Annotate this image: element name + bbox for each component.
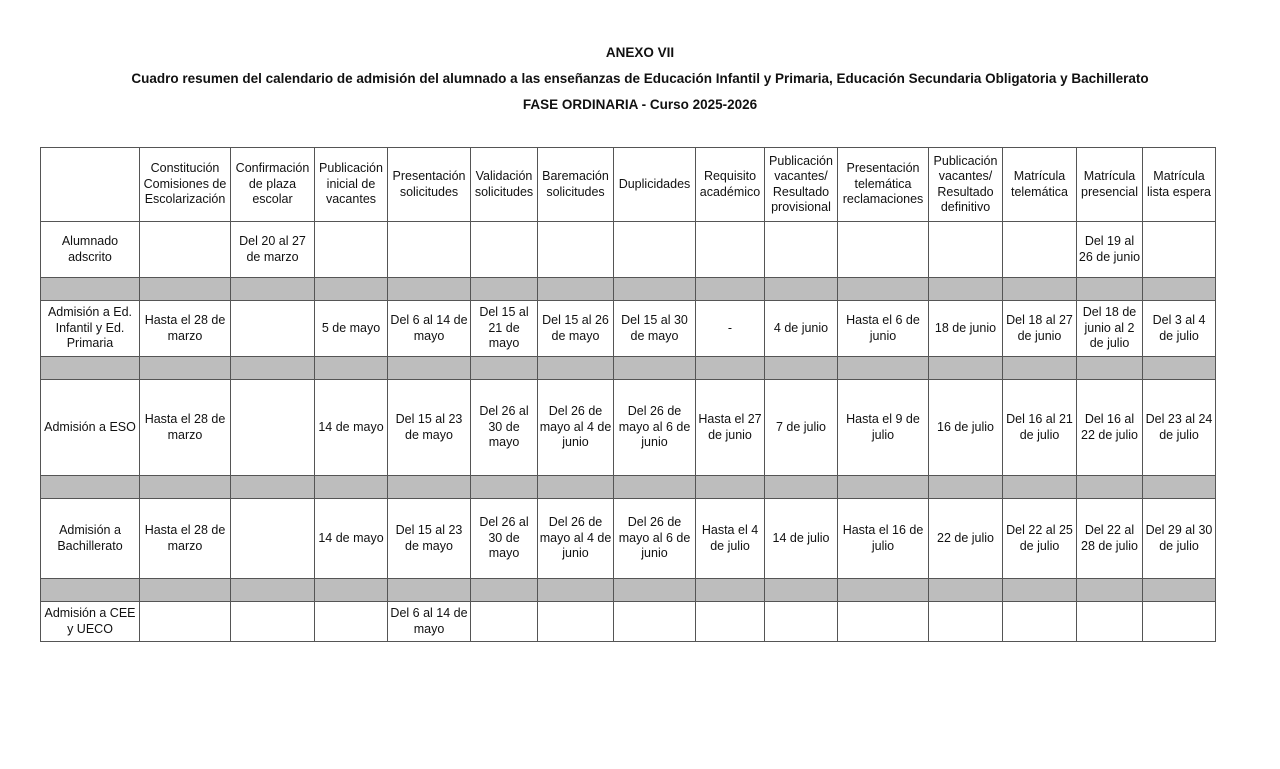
separator-cell	[140, 278, 231, 301]
table-cell: Del 6 al 14 de mayo	[388, 602, 471, 642]
separator-cell	[231, 357, 315, 380]
separator-cell	[388, 476, 471, 499]
separator-cell	[471, 579, 538, 602]
separator-cell	[538, 357, 614, 380]
separator-cell	[838, 357, 929, 380]
separator-cell	[471, 278, 538, 301]
table-cell: Hasta el 28 de marzo	[140, 380, 231, 476]
table-cell: Del 15 al 21 de mayo	[471, 301, 538, 357]
table-cell	[929, 602, 1003, 642]
table-cell: 14 de mayo	[315, 380, 388, 476]
table-cell: Hasta el 28 de marzo	[140, 499, 231, 579]
table-cell: Del 16 al 22 de julio	[1077, 380, 1143, 476]
separator-cell	[929, 357, 1003, 380]
table-row	[41, 499, 1216, 579]
separator-cell	[696, 579, 765, 602]
separator-cell	[838, 278, 929, 301]
separator-cell	[1143, 278, 1216, 301]
separator-cell	[614, 357, 696, 380]
row-label: Alumnado adscrito	[41, 222, 140, 278]
table-cell	[140, 222, 231, 278]
table-cell	[471, 222, 538, 278]
table-cell	[231, 499, 315, 579]
separator-cell	[765, 278, 838, 301]
separator-cell	[231, 278, 315, 301]
column-header: Publicación inicial de vacantes	[315, 148, 388, 222]
separator-cell	[231, 476, 315, 499]
table-cell	[1077, 602, 1143, 642]
separator-cell	[696, 278, 765, 301]
column-header: Matrícula telemática	[1003, 148, 1077, 222]
table-cell: Hasta el 27 de junio	[696, 380, 765, 476]
table-cell	[140, 602, 231, 642]
table-cell: Del 26 de mayo al 6 de junio	[614, 499, 696, 579]
document-header	[0, 40, 1280, 118]
admission-calendar-table	[40, 147, 1216, 642]
separator-cell	[1077, 579, 1143, 602]
separator-cell	[1003, 579, 1077, 602]
separator-cell	[41, 476, 140, 499]
separator-cell	[929, 579, 1003, 602]
separator-cell	[1003, 476, 1077, 499]
column-header: Presentación telemática reclamaciones	[838, 148, 929, 222]
table-cell: 4 de junio	[765, 301, 838, 357]
table-cell	[696, 222, 765, 278]
separator-cell	[696, 357, 765, 380]
row-label: Admisión a ESO	[41, 380, 140, 476]
separator-cell	[315, 278, 388, 301]
separator-cell	[315, 476, 388, 499]
separator-cell	[765, 579, 838, 602]
table-cell	[315, 222, 388, 278]
table-cell	[765, 602, 838, 642]
table-cell: Del 26 al 30 de mayo	[471, 499, 538, 579]
column-header: Confirmación de plaza escolar	[231, 148, 315, 222]
column-header	[41, 148, 140, 222]
table-cell: 14 de julio	[765, 499, 838, 579]
separator-cell	[765, 357, 838, 380]
table-cell	[614, 222, 696, 278]
column-header: Presentación solicitudes	[388, 148, 471, 222]
separator-cell	[1077, 278, 1143, 301]
separator-cell	[765, 476, 838, 499]
table-cell: Del 15 al 23 de mayo	[388, 380, 471, 476]
table-cell	[1143, 222, 1216, 278]
table-cell: Del 18 al 27 de junio	[1003, 301, 1077, 357]
column-header: Publicación vacantes/ Resultado definitivo	[929, 148, 1003, 222]
column-header: Constitución Comisiones de Escolarización	[140, 148, 231, 222]
table-cell: Del 26 de mayo al 4 de junio	[538, 499, 614, 579]
table-cell	[929, 222, 1003, 278]
header-row	[41, 148, 1216, 222]
column-header: Baremación solicitudes	[538, 148, 614, 222]
table-cell: Del 29 al 30 de julio	[1143, 499, 1216, 579]
separator-cell	[1143, 579, 1216, 602]
table-cell	[231, 380, 315, 476]
column-header: Matrícula presencial	[1077, 148, 1143, 222]
table-cell: Del 22 al 25 de julio	[1003, 499, 1077, 579]
column-header: Duplicidades	[614, 148, 696, 222]
separator-cell	[140, 476, 231, 499]
table-cell: Del 23 al 24 de julio	[1143, 380, 1216, 476]
table-cell	[231, 301, 315, 357]
table-cell: Hasta el 4 de julio	[696, 499, 765, 579]
table-cell: 16 de julio	[929, 380, 1003, 476]
row-label: Admisión a Bachillerato	[41, 499, 140, 579]
column-header: Matrícula lista espera	[1143, 148, 1216, 222]
separator-cell	[315, 579, 388, 602]
table-cell: -	[696, 301, 765, 357]
separator-cell	[41, 357, 140, 380]
separator-cell	[315, 357, 388, 380]
separator-cell	[231, 579, 315, 602]
table-cell: Hasta el 16 de julio	[838, 499, 929, 579]
table-cell: Del 15 al 26 de mayo	[538, 301, 614, 357]
table-cell: Del 15 al 30 de mayo	[614, 301, 696, 357]
phase-title: FASE ORDINARIA - Curso 2025-2026	[522, 97, 758, 112]
separator-cell	[1143, 476, 1216, 499]
table-cell	[696, 602, 765, 642]
separator-cell	[614, 579, 696, 602]
separator-cell	[538, 278, 614, 301]
table-cell	[838, 602, 929, 642]
table-cell: 7 de julio	[765, 380, 838, 476]
row-label: Admisión a Ed. Infantil y Ed. Primaria	[41, 301, 140, 357]
table-cell	[471, 602, 538, 642]
table-cell	[1003, 602, 1077, 642]
table-cell	[1003, 222, 1077, 278]
table-cell: Del 26 al 30 de mayo	[471, 380, 538, 476]
table-cell: Del 6 al 14 de mayo	[388, 301, 471, 357]
table-cell: 5 de mayo	[315, 301, 388, 357]
column-header: Validación solicitudes	[471, 148, 538, 222]
table-cell: Hasta el 9 de julio	[838, 380, 929, 476]
table-cell	[388, 222, 471, 278]
table-cell: Del 26 de mayo al 6 de junio	[614, 380, 696, 476]
separator-cell	[929, 476, 1003, 499]
table-cell	[765, 222, 838, 278]
separator-cell	[538, 476, 614, 499]
separator-row	[41, 476, 1216, 499]
table-cell: Del 26 de mayo al 4 de junio	[538, 380, 614, 476]
table-cell: 18 de junio	[929, 301, 1003, 357]
table-cell: 22 de julio	[929, 499, 1003, 579]
separator-row	[41, 357, 1216, 380]
column-header: Publicación vacantes/ Resultado provisional	[765, 148, 838, 222]
separator-cell	[471, 476, 538, 499]
table-cell	[538, 602, 614, 642]
separator-cell	[1077, 357, 1143, 380]
table-cell	[231, 602, 315, 642]
table-cell: 14 de mayo	[315, 499, 388, 579]
separator-cell	[614, 476, 696, 499]
table-cell	[614, 602, 696, 642]
table-row	[41, 222, 1216, 278]
separator-cell	[41, 579, 140, 602]
table-cell: Hasta el 6 de junio	[838, 301, 929, 357]
table-cell	[838, 222, 929, 278]
separator-cell	[388, 357, 471, 380]
column-header: Requisito académico	[696, 148, 765, 222]
table-row	[41, 301, 1216, 357]
table-cell: Del 18 de junio al 2 de julio	[1077, 301, 1143, 357]
separator-cell	[1143, 357, 1216, 380]
separator-cell	[538, 579, 614, 602]
separator-cell	[1003, 278, 1077, 301]
separator-cell	[388, 278, 471, 301]
separator-cell	[140, 357, 231, 380]
table-row	[41, 380, 1216, 476]
separator-cell	[696, 476, 765, 499]
table-cell: Del 15 al 23 de mayo	[388, 499, 471, 579]
separator-cell	[838, 476, 929, 499]
separator-cell	[929, 278, 1003, 301]
annex-title: ANEXO VII	[605, 45, 675, 60]
table-cell: Del 22 al 28 de julio	[1077, 499, 1143, 579]
separator-row	[41, 278, 1216, 301]
separator-cell	[614, 278, 696, 301]
row-label: Admisión a CEE y UECO	[41, 602, 140, 642]
separator-cell	[388, 579, 471, 602]
table-cell	[1143, 602, 1216, 642]
table-cell: Del 3 al 4 de julio	[1143, 301, 1216, 357]
separator-cell	[140, 579, 231, 602]
table-cell	[538, 222, 614, 278]
document-title: Cuadro resumen del calendario de admisión del alumnado a las enseñanzas de Educación Infantil y Primaria, Educación Secundaria Obligatoria y Bachillerato	[131, 71, 1149, 86]
separator-cell	[838, 579, 929, 602]
table-row	[41, 602, 1216, 642]
separator-cell	[1077, 476, 1143, 499]
separator-cell	[41, 278, 140, 301]
table-cell: Hasta el 28 de marzo	[140, 301, 231, 357]
table-cell	[315, 602, 388, 642]
separator-cell	[471, 357, 538, 380]
table-cell: Del 20 al 27 de marzo	[231, 222, 315, 278]
separator-cell	[1003, 357, 1077, 380]
separator-row	[41, 579, 1216, 602]
table-cell: Del 16 al 21 de julio	[1003, 380, 1077, 476]
table-cell: Del 19 al 26 de junio	[1077, 222, 1143, 278]
